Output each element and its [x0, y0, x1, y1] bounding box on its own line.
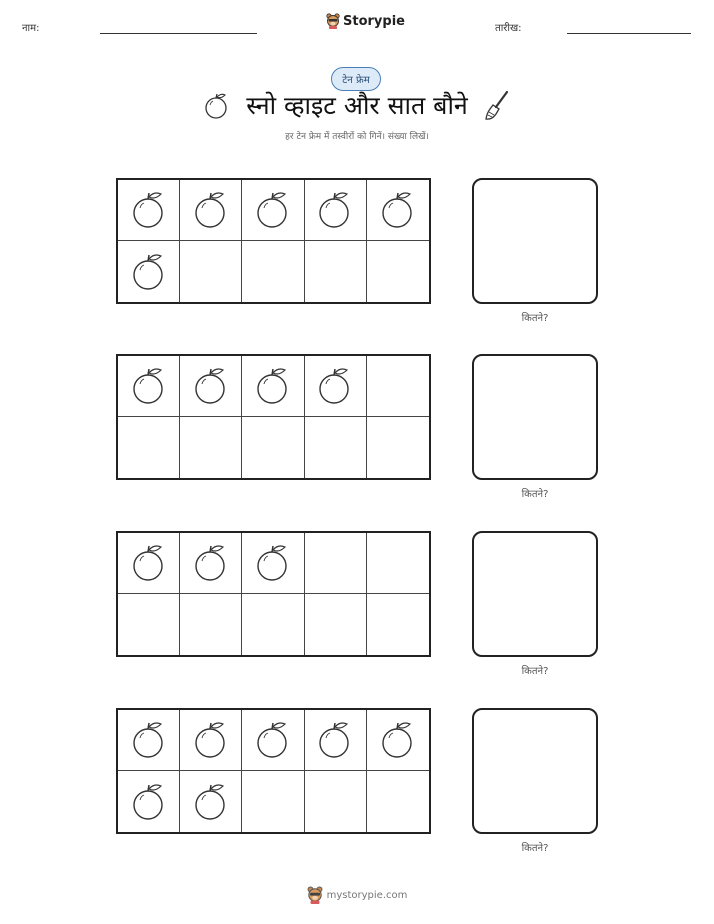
instructions: हर टेन फ्रेम में तस्वीरों को गिनें। संख्या लिखें।: [285, 132, 429, 142]
answer-box[interactable]: [472, 178, 598, 304]
frame-cell: [367, 180, 429, 241]
frame-cell: [180, 771, 242, 832]
frame-cell: [118, 533, 180, 594]
apple-icon: [380, 190, 416, 230]
frame-cell: [180, 710, 242, 771]
frame-cell: [305, 533, 367, 594]
brand-logo: [326, 13, 405, 29]
frame-cell: [367, 771, 429, 832]
apple-icon: [193, 366, 229, 406]
footer: [0, 886, 714, 904]
frame-cell: [367, 594, 429, 655]
brand-name: Storypie: [343, 13, 405, 29]
frame-cell: [242, 710, 304, 771]
answer-prompt: कितने?: [521, 313, 549, 324]
frame-cell: [305, 594, 367, 655]
apple-icon: [193, 543, 229, 583]
apple-icon: [255, 190, 291, 230]
ten-frame: [116, 708, 431, 834]
apple-icon: [255, 720, 291, 760]
frame-cell: [118, 771, 180, 832]
brush-icon: [483, 90, 511, 122]
frame-cell: [242, 533, 304, 594]
answer-box[interactable]: [472, 354, 598, 480]
ten-frame: [116, 178, 431, 304]
bear-mascot-icon: [307, 886, 323, 904]
frame-cell: [305, 180, 367, 241]
frame-cell: [367, 533, 429, 594]
frame-cell: [242, 356, 304, 417]
answer-prompt: कितने?: [521, 843, 549, 854]
frame-cell: [242, 771, 304, 832]
apple-icon: [131, 543, 167, 583]
frame-cell: [242, 417, 304, 478]
bear-mascot-icon: [326, 13, 340, 29]
name-label: नाम:: [22, 23, 40, 34]
answer-prompt: कितने?: [521, 489, 549, 500]
frame-cell: [180, 241, 242, 302]
frame-cell: [367, 356, 429, 417]
apple-icon: [255, 366, 291, 406]
frame-cell: [180, 356, 242, 417]
frame-cell: [305, 417, 367, 478]
frame-cell: [118, 710, 180, 771]
name-line[interactable]: [100, 33, 257, 34]
apple-icon: [131, 190, 167, 230]
date-label: तारीख:: [495, 23, 522, 34]
frame-cell: [242, 180, 304, 241]
frame-cell: [242, 241, 304, 302]
apple-icon: [193, 720, 229, 760]
frame-cell: [118, 180, 180, 241]
frame-cell: [305, 356, 367, 417]
apple-icon: [131, 366, 167, 406]
frame-cell: [367, 710, 429, 771]
apple-icon: [255, 543, 291, 583]
frame-cell: [118, 594, 180, 655]
frame-cell: [242, 594, 304, 655]
answer-box[interactable]: [472, 708, 598, 834]
frame-cell: [180, 594, 242, 655]
frame-cell: [305, 241, 367, 302]
apple-icon: [131, 252, 167, 292]
ten-frame: [116, 531, 431, 657]
apple-icon: [193, 190, 229, 230]
answer-prompt: कितने?: [521, 666, 549, 677]
frame-cell: [367, 241, 429, 302]
apple-icon: [317, 720, 353, 760]
frame-cell: [180, 180, 242, 241]
page-title: स्नो व्हाइट और सात बौने: [246, 91, 468, 120]
answer-box[interactable]: [472, 531, 598, 657]
apple-icon: [317, 190, 353, 230]
ten-frame: [116, 354, 431, 480]
apple-icon: [380, 720, 416, 760]
frame-cell: [367, 417, 429, 478]
frame-cell: [305, 771, 367, 832]
frame-cell: [118, 417, 180, 478]
frame-cell: [180, 417, 242, 478]
frame-cell: [305, 710, 367, 771]
date-line[interactable]: [567, 33, 691, 34]
frame-cell: [118, 241, 180, 302]
apple-icon: [131, 782, 167, 822]
apple-icon: [131, 720, 167, 760]
apple-icon: [317, 366, 353, 406]
frame-cell: [118, 356, 180, 417]
frame-cell: [180, 533, 242, 594]
footer-url[interactable]: mystorypie.com: [326, 889, 408, 901]
apple-icon: [193, 782, 229, 822]
topic-badge: टेन फ्रेम: [331, 67, 381, 91]
